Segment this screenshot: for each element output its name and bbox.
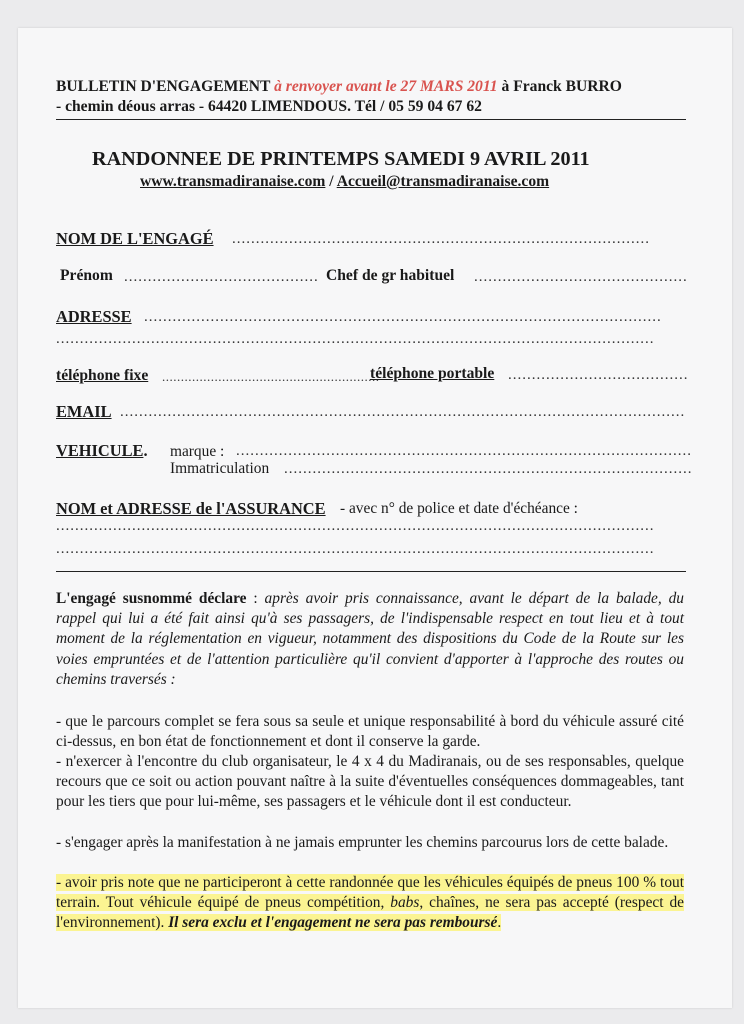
brand-label: marque : bbox=[170, 443, 225, 460]
email-label: EMAIL bbox=[56, 402, 112, 421]
landline-field[interactable]: .......................................................... bbox=[162, 369, 380, 384]
first-name-label: Prénom bbox=[60, 267, 113, 284]
tire-rule-babs: babs bbox=[390, 894, 420, 912]
name-row bbox=[56, 229, 214, 249]
header-deadline: à renvoyer avant le 27 MARS 2011 bbox=[274, 78, 498, 95]
header-rule bbox=[56, 119, 686, 120]
tire-rule-text-2: , chaînes, ne sera pas accepté (respect de l'environnement). bbox=[56, 894, 684, 932]
vehicle-label-dot: . bbox=[143, 441, 148, 460]
commitment-item-2: - n'exercer à l'encontre du club organisateur, le 4 x 4 du Madiranais, ou de ses responsables, quelque recours que ce soit ou action pouvant naître à la suite d'éventuelles conséquences dommageables, tant pour les tiers que pour lui-même, ses passagers et le véhicule dont il est conducteur. bbox=[56, 753, 684, 811]
tire-rule-exclusion: Il sera exclu et l'engagement ne sera pas remboursé bbox=[168, 914, 498, 932]
commitment-item-3: - s'engager après la manifestation à ne jamais emprunter les chemins parcourus lors de cette balade. bbox=[56, 834, 669, 851]
header-recipient: à Franck BURRO bbox=[501, 78, 622, 95]
email-field[interactable]: ....................................................................................................................... bbox=[120, 404, 686, 420]
declaration-paragraph bbox=[56, 589, 684, 690]
address-field-line-1[interactable]: ............................................................................................................. bbox=[144, 309, 662, 325]
email-link[interactable]: Accueil@transmadiranaise.com bbox=[336, 173, 550, 190]
tire-rule-text: - avoir pris note que ne participeront à cette randonnée que les véhicules équipés de pneus 100 % tout terrain. Tout véhicule équipé de pneus compétition, bbox=[56, 874, 684, 912]
vehicle-row bbox=[56, 441, 148, 461]
header-line-2: - chemin déous arras - 64420 LIMENDOUS. Tél / 05 59 04 67 62 bbox=[56, 98, 482, 115]
header-title: BULLETIN D'ENGAGEMENT bbox=[56, 78, 271, 95]
landline-label: téléphone fixe bbox=[56, 367, 149, 384]
first-name-field[interactable]: ......................................... bbox=[124, 269, 319, 285]
insurance-note: - avec n° de police et date d'échéance : bbox=[340, 500, 578, 517]
commitment-item-1: - que le parcours complet se fera sous sa seule et unique responsabilité à bord du véhicule assuré cité ci-dessus, en bon état de fonctionnement et dont il conserve la garde. bbox=[56, 713, 684, 751]
link-separator: / bbox=[329, 173, 334, 190]
brand-field[interactable]: ................................................................................................ bbox=[236, 443, 692, 459]
mobile-label: téléphone portable bbox=[370, 365, 495, 382]
declaration-text: après avoir pris connaissance, avant le départ de la balade, du rappel qui lui a été fait ainsi qu'à ses passagers, de l'indispensable respect en tout lieu et à tout moment de la réglementation en vigueur, notamment des dispositions du Code de la Route sur les voies empruntées et de l'attention particulière qu'il convient d'apporter à l'approche des routes ou chemins traversés : bbox=[56, 590, 684, 688]
page-title: RANDONNEE DE PRINTEMPS SAMEDI 9 AVRIL 2011 bbox=[92, 148, 590, 170]
registration-field[interactable]: ...................................................................................... bbox=[284, 461, 693, 477]
insurance-bottom-rule bbox=[56, 571, 686, 572]
tire-rule-end: . bbox=[497, 914, 502, 932]
registration-label: Immatriculation bbox=[170, 460, 270, 477]
vehicle-label: VEHICULE bbox=[56, 441, 144, 460]
name-label: NOM DE L'ENGAGÉ bbox=[56, 229, 214, 248]
contact-links bbox=[140, 173, 549, 191]
website-link[interactable]: www.transmadiranaise.com bbox=[140, 173, 326, 190]
name-field[interactable]: ........................................................................................ bbox=[232, 231, 650, 247]
group-leader-field[interactable]: ............................................. bbox=[474, 269, 688, 285]
insurance-field-line-1[interactable]: .............................................................................................................................. bbox=[56, 518, 655, 534]
declaration-lead: L'engagé susnommé déclare bbox=[56, 590, 247, 607]
insurance-field-line-2[interactable]: .............................................................................................................................. bbox=[56, 541, 655, 557]
group-leader-label: Chef de gr habituel bbox=[326, 267, 455, 284]
address-field-line-2[interactable]: .............................................................................................................................. bbox=[56, 331, 655, 347]
commitment-item-4 bbox=[56, 873, 684, 934]
header-line-1 bbox=[56, 78, 622, 96]
insurance-label: NOM et ADRESSE de l'ASSURANCE bbox=[56, 499, 326, 518]
declaration-colon: : bbox=[246, 590, 265, 607]
mobile-field[interactable]: ...................................... bbox=[508, 367, 689, 383]
address-label: ADRESSE bbox=[56, 307, 132, 326]
